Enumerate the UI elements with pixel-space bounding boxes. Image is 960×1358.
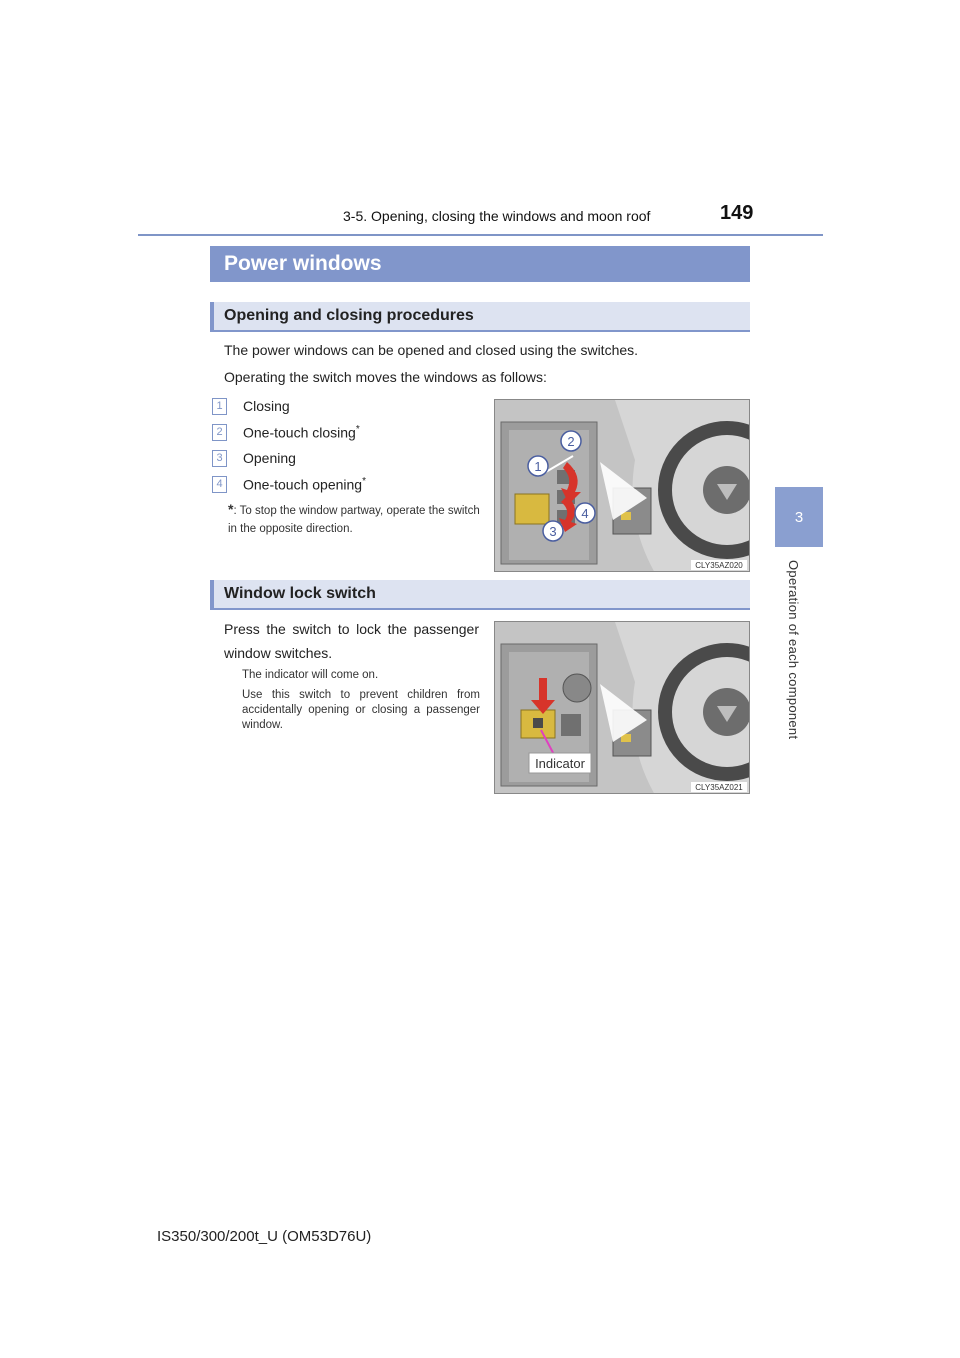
footnote [228, 500, 490, 538]
footnote-text: : To stop the window partway, operate the switch in the opposite direction. [228, 505, 480, 535]
header-divider [138, 234, 823, 236]
item-number: 2 [212, 424, 227, 441]
image-code: CLY35AZ021 [695, 783, 743, 792]
asterisk-mark: * [362, 475, 366, 487]
lock-paragraph: Press the switch to lock the passenger window switches. [224, 621, 479, 661]
asterisk-mark: * [355, 423, 360, 435]
subsection-heading-opening: Opening and closing procedures [210, 302, 750, 332]
list-item [212, 474, 366, 494]
footer-model: IS350/300/200t_U (OM53D76U) [157, 1228, 372, 1245]
callout-3: 3 [549, 524, 557, 539]
item-number: 1 [212, 398, 227, 415]
lock-note-indicator: The indicator will come on. [242, 669, 379, 681]
image-code: CLY35AZ020 [695, 561, 743, 570]
list-item [212, 448, 296, 468]
callout-4: 4 [581, 506, 589, 521]
indicator-label: Indicator [535, 756, 585, 771]
chapter-number: 3 [794, 508, 804, 526]
chapter-label: Operation of each component [786, 560, 801, 740]
intro-paragraph: The power windows can be opened and closed using the switches. [224, 342, 639, 358]
header-section-title: 3-5. Opening, closing the windows and moon roof [343, 208, 651, 224]
item-label: Opening [243, 450, 296, 466]
item-label: One-touch closing [243, 424, 356, 441]
instruction-paragraph: Operating the switch moves the windows as follows: [224, 369, 547, 385]
switch-illustration [494, 399, 750, 572]
list-item [212, 422, 360, 442]
lock-switch-illustration [494, 621, 750, 794]
item-label: One-touch opening [243, 476, 363, 493]
footnote-mark: * [228, 501, 234, 517]
section-title: Power windows [210, 246, 750, 282]
list-item [212, 396, 290, 416]
subsection-heading-window-lock: Window lock switch [210, 580, 750, 610]
item-label: Closing [243, 398, 290, 414]
item-number: 4 [212, 476, 227, 493]
page-number: 149 [720, 202, 754, 224]
callout-1: 1 [534, 459, 542, 474]
lock-note-children: Use this switch to prevent children from accidentally opening or closing a passenger window. [242, 689, 480, 731]
item-number: 3 [212, 450, 227, 467]
callout-2: 2 [567, 434, 575, 449]
